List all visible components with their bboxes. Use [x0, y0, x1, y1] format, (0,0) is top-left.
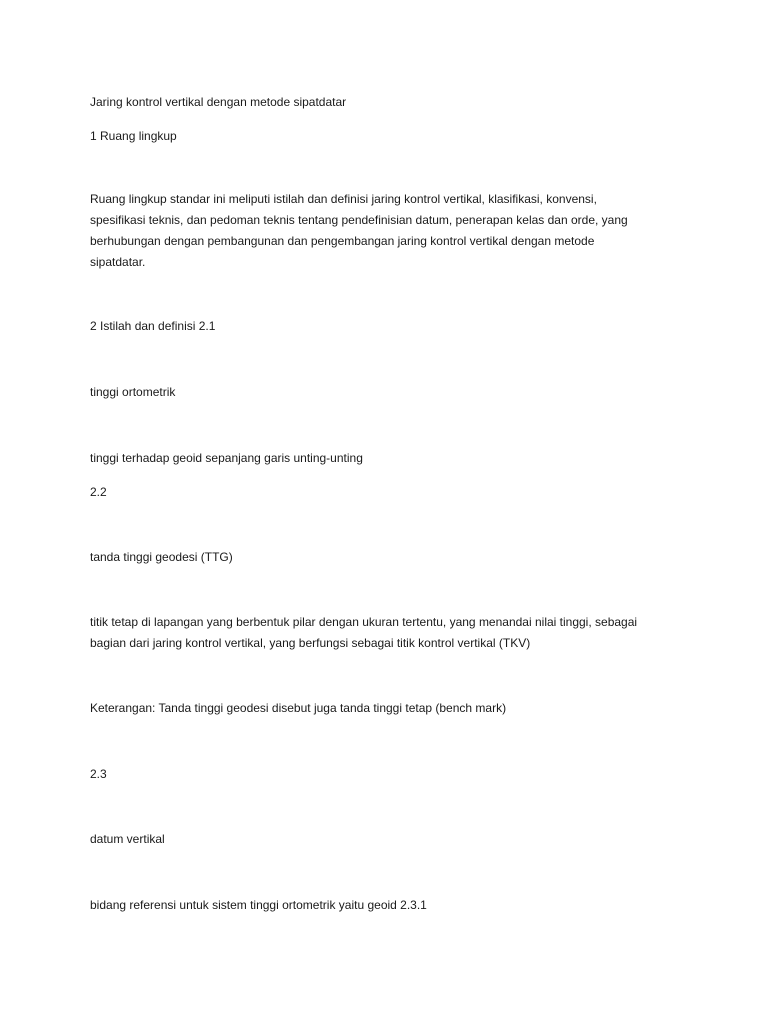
note-2-2: Keterangan: Tanda tinggi geodesi disebut juga tanda tinggi tetap (bench mark): [90, 701, 507, 715]
definition-2-1: tinggi terhadap geoid sepanjang garis unting-unting: [90, 451, 363, 465]
term-2-2: tanda tinggi geodesi (TTG): [90, 550, 233, 564]
section-1-heading: 1 Ruang lingkup: [90, 129, 177, 143]
scope-line-1: Ruang lingkup standar ini meliputi istilah dan definisi jaring kontrol vertikal, klasifikasi, konvensi,: [90, 192, 597, 206]
term-2-3: datum vertikal: [90, 832, 165, 846]
scope-paragraph: [90, 189, 690, 273]
definition-2-2-line-2: bagian dari jaring kontrol vertikal, yang berfungsi sebagai titik kontrol vertikal (TKV): [90, 636, 531, 650]
definition-2-2-line-1: titik tetap di lapangan yang berbentuk pilar dengan ukuran tertentu, yang menandai nilai tinggi, sebagai: [90, 615, 638, 629]
section-number-2-2: 2.2: [90, 485, 107, 499]
scope-line-2: spesifikasi teknis, dan pedoman teknis tentang pendefinisian datum, penerapan kelas dan orde, yang: [90, 213, 628, 227]
document-title: Jaring kontrol vertikal dengan metode sipatdatar: [90, 95, 347, 109]
term-2-1: tinggi ortometrik: [90, 385, 176, 399]
scope-line-4: sipatdatar.: [90, 255, 146, 269]
section-number-2-3: 2.3: [90, 767, 107, 781]
definition-2-2: [90, 612, 690, 654]
section-2-heading: 2 Istilah dan definisi 2.1: [90, 319, 216, 333]
definition-2-3: bidang referensi untuk sistem tinggi ortometrik yaitu geoid 2.3.1: [90, 898, 427, 912]
scope-line-3: berhubungan dengan pembangunan dan pengembangan jaring kontrol vertikal dengan metode: [90, 234, 595, 248]
